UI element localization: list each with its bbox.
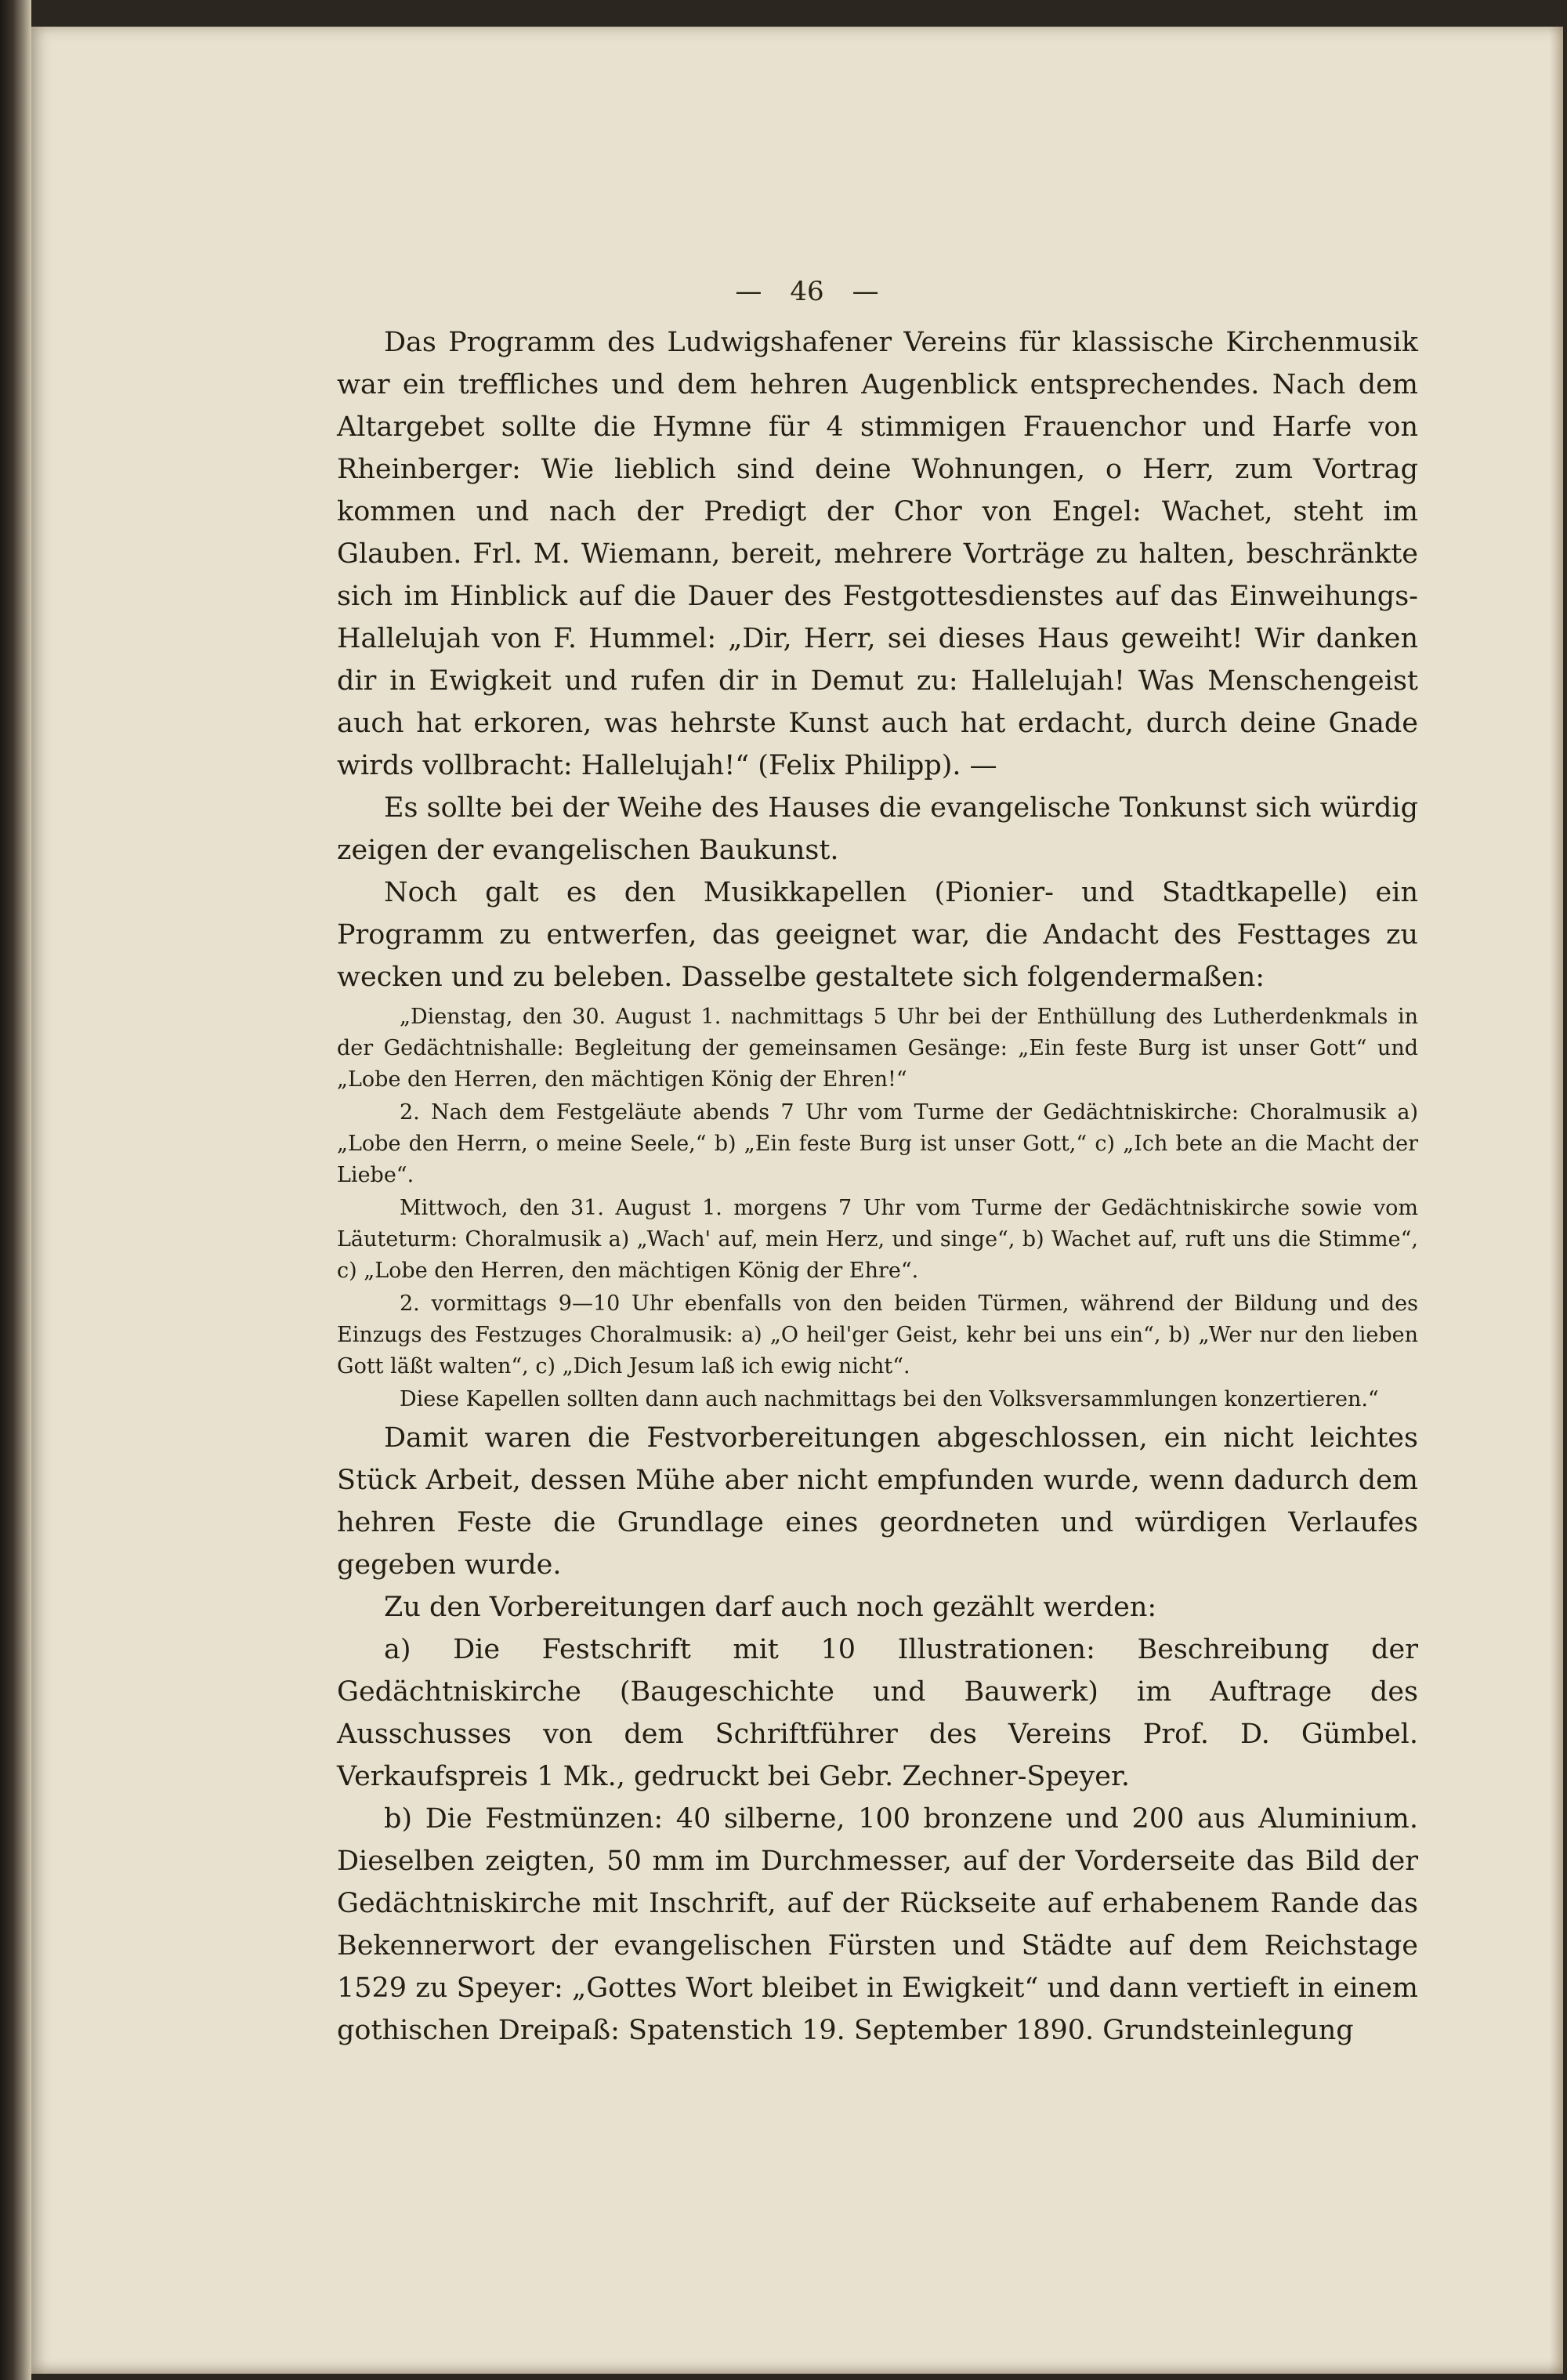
paragraph-vorbereitungen-intro: Zu den Vorbereitungen darf auch noch gezählt werden: — [384, 1592, 1157, 1623]
paragraph-festvorbereitungen: Damit waren die Festvorbereitungen abgeschlossen, ein nicht leichtes Stück Arbeit, dessen Mühe aber nicht empfunden wurde, wenn dadurch dem hehren Feste die Grundlage eines geordneten und würdigen Verlaufes gegeben wurde. — [337, 1422, 1418, 1581]
program-item-tuesday-2: 2. Nach dem Festgeläute abends 7 Uhr vom Turme der Gedächtniskirche: Choralmusik a) „Lobe den Herrn, o meine Seele,“ b) „Ein feste Burg ist unser Gott,“ c) „Ich bete an die Macht der Liebe“. — [337, 1100, 1418, 1187]
page-number-value: 46 — [790, 276, 824, 307]
program-item-volksversammlungen: Diese Kapellen sollten dann auch nachmittags bei den Volksversammlungen konzertieren.“ — [400, 1387, 1379, 1411]
page-text — [337, 321, 1418, 2052]
page-number-dash-right: — — [852, 276, 879, 307]
page-number — [713, 276, 901, 307]
paragraph-musikkapellen: Noch galt es den Musikkapellen (Pionier- und Stadtkapelle) ein Programm zu entwerfen, das geeignet war, die Andacht des Festtages zu wecken und zu beleben. Dasselbe gestaltete sich folgendermaßen: — [337, 877, 1418, 993]
list-item-festschrift: a) Die Festschrift mit 10 Illustrationen: Beschreibung der Gedächtniskirche (Baugeschichte und Bauwerk) im Auftrage des Ausschusses von dem Schriftführer des Vereins Prof. D. Gümbel. Verkaufspreis 1 Mk., gedruckt bei Gebr. Zechner-Speyer. — [337, 1634, 1418, 1792]
program-item-wednesday-1: Mittwoch, den 31. August 1. morgens 7 Uhr vom Turme der Gedächtniskirche sowie vom Läuteturm: Choralmusik a) „Wach' auf, mein Herz, und singe“, b) Wachet auf, ruft uns die Stimme“, c) „Lobe den Herren, den mächtigen König der Ehre“. — [337, 1196, 1418, 1283]
program-item-tuesday-1: „Dienstag, den 30. August 1. nachmittags 5 Uhr bei der Enthüllung des Lutherdenkmals in der Gedächtnishalle: Begleitung der gemeinsamen Gesänge: „Ein feste Burg ist unser Gott“ und „Lobe den Herren, den mächtigen König der Ehren!“ — [337, 1005, 1418, 1092]
paragraph-tonkunst: Es sollte bei der Weihe des Hauses die evangelische Tonkunst sich würdig zeigen der evangelischen Baukunst. — [337, 792, 1418, 866]
book-spine-edge — [0, 0, 31, 2380]
page-number-dash-left: — — [735, 276, 762, 307]
program-item-wednesday-2: 2. vormittags 9—10 Uhr ebenfalls von den beiden Türmen, während der Bildung und des Einzugs des Festzuges Choralmusik: a) „O heil'ger Geist, kehr bei uns ein“, b) „Wer nur den lieben Gott läßt walten“, c) „Dich Jesum laß ich ewig nicht“. — [337, 1291, 1418, 1378]
list-item-festmuenzen: b) Die Festmünzen: 40 silberne, 100 bronzene und 200 aus Aluminium. Dieselben zeigten, 50 mm im Durchmesser, auf der Vorderseite das Bild der Gedächtniskirche mit Inschrift, auf der Rückseite auf erhabenem Rande das Bekennerwort der evangelischen Fürsten und Städte auf dem Reichstage 1529 zu Speyer: „Gottes Wort bleibet in Ewigkeit“ und dann vertieft in einem gothischen Dreipaß: Spatenstich 19. September 1890. Grundsteinlegung — [337, 1803, 1418, 2046]
paragraph-program-description: Das Programm des Ludwigshafener Vereins für klassische Kirchenmusik war ein treffliches und dem hehren Augenblick entsprechendes. Nach dem Altargebet sollte die Hymne für 4 stimmigen Frauenchor und Harfe von Rheinberger: Wie lieblich sind deine Wohnungen, o Herr, zum Vortrag kommen und nach der Predigt der Chor von Engel: Wachet, steht im Glauben. Frl. M. Wiemann, bereit, mehrere Vorträge zu halten, beschränkte sich im Hinblick auf die Dauer des Festgottesdienstes auf das Einweihungs-Hallelujah von F. Hummel: „Dir, Herr, sei dieses Haus geweiht! Wir danken dir in Ewigkeit und rufen dir in Demut zu: Hallelujah! Was Menschengeist auch hat erkoren, was hehrste Kunst auch hat erdacht, durch deine Gnade wirds vollbracht: Hallelujah!“ (Felix Philipp). — — [337, 327, 1418, 781]
music-program-quote — [337, 1002, 1418, 1415]
